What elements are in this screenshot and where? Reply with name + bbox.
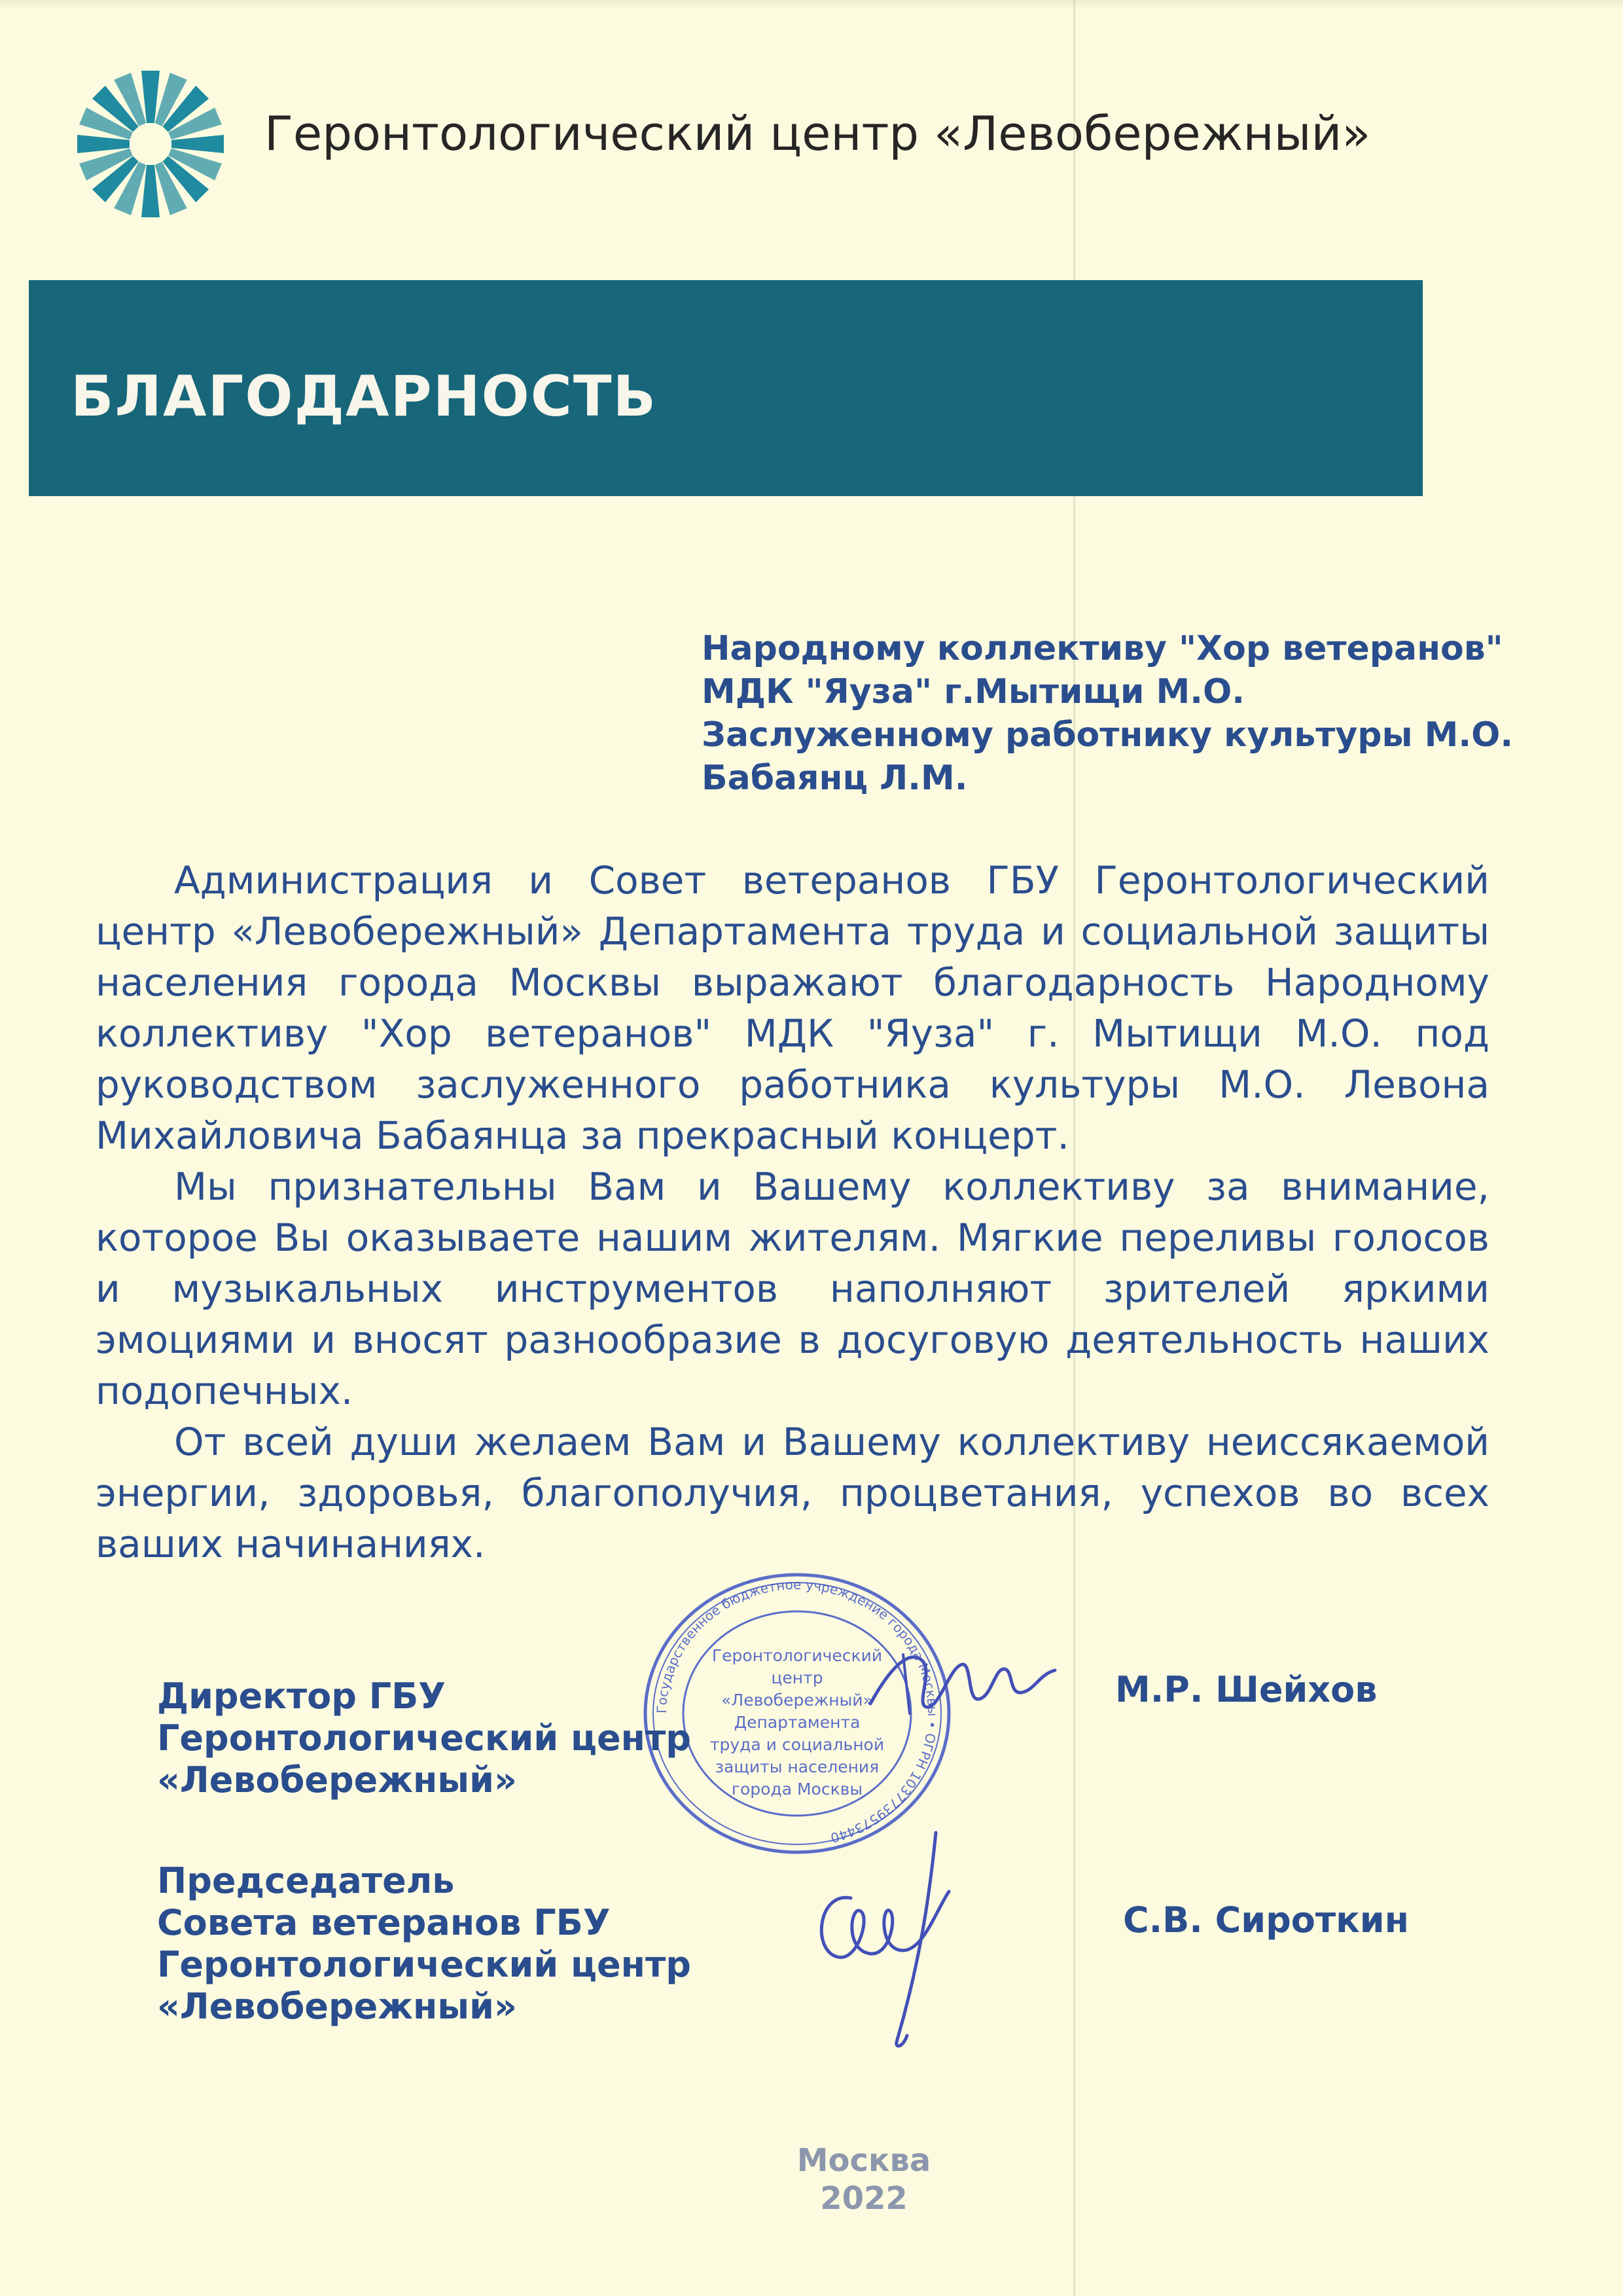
signatory-title-line: «Левобережный»	[157, 1986, 517, 2027]
signatory-title-line: Председатель	[157, 1860, 455, 1901]
logo-ray	[141, 71, 160, 123]
city: Москва	[796, 2142, 931, 2179]
signatory-title-line: Совета ветеранов ГБУ	[157, 1902, 611, 1943]
signatory-title-line: Геронтологический центр	[157, 1717, 691, 1759]
logo-ray	[141, 165, 160, 217]
letter-body	[96, 855, 1489, 1570]
rays-logo-icon	[72, 65, 229, 223]
year: 2022	[820, 2180, 908, 2217]
addressee-line: Заслуженному работнику культуры М.О.	[702, 715, 1514, 755]
org-header: Геронтологический центр «Левобережный»	[264, 106, 1371, 161]
stamp-line: центр	[771, 1668, 823, 1687]
logo-ray	[77, 135, 130, 153]
addressee-line: Народному коллективу "Хор ветеранов"	[702, 629, 1503, 668]
signatory-title-line: Директор ГБУ	[157, 1676, 446, 1717]
director-signature	[864, 1641, 1060, 1720]
signatory-title-line: Геронтологический центр	[157, 1944, 691, 1985]
body-paragraph: Мы признательны Вам и Вашему коллективу за внимание, которое Вы оказываете нашим жителям. Мягкие переливы голосов и музыкальных инструментов наполняют зрителей яркими эмоциями и вносят разнообразие в досуговую деятельность наших подопечных.	[96, 1164, 1489, 1413]
logo-ray	[171, 135, 224, 153]
chairman-signature	[805, 1820, 975, 2055]
signatory-title-chairman	[157, 1860, 691, 2028]
addressee-line: МДК "Яуза" г.Мытищи М.О.	[702, 672, 1245, 711]
svg-text:Государственное бюджетное учре: Государственное бюджетное учреждение города Москвы • ОГРН 1037739573440	[653, 1576, 941, 1846]
stamp-line: Геронтологический	[711, 1646, 883, 1665]
addressee-block	[702, 627, 1513, 800]
signatory-title-line: «Левобережный»	[157, 1759, 517, 1801]
signatory-name-director: М.Р. Шейхов	[1115, 1669, 1378, 1710]
title-banner	[29, 280, 1423, 496]
stamp-line: труда и социальной	[709, 1735, 885, 1754]
body-paragraph: Администрация и Совет ветеранов ГБУ Геронтологический центр «Левобережный» Департамента труда и социальной защиты населения города Москвы выражают благодарность Народному коллективу "Хор ветеранов" МДК "Яуза" г. Мытищи М.О. под руководством заслуженного работника культуры М.О. Левона Михайловича Бабаянца за прекрасный концерт.	[96, 858, 1489, 1158]
signatory-title-director	[157, 1676, 691, 1801]
city-year	[772, 2142, 955, 2217]
stamp-line: «Левобережный»	[721, 1691, 873, 1710]
stamp-line: Департамента	[734, 1713, 861, 1732]
body-paragraph: От всей души желаем Вам и Вашему коллективу неиссякаемой энергии, здоровья, благополучия, процветания, успехов во всех ваших начинаниях.	[96, 1420, 1489, 1566]
stamp-line: защиты населения	[715, 1757, 880, 1776]
document-title: БЛАГОДАРНОСТЬ	[71, 364, 658, 429]
stamp-line: города Москвы	[731, 1780, 863, 1799]
signatory-name-chairman: С.В. Сироткин	[1123, 1899, 1409, 1941]
scan-edge	[0, 0, 1623, 9]
addressee-line: Бабаянц Л.М.	[702, 759, 968, 798]
